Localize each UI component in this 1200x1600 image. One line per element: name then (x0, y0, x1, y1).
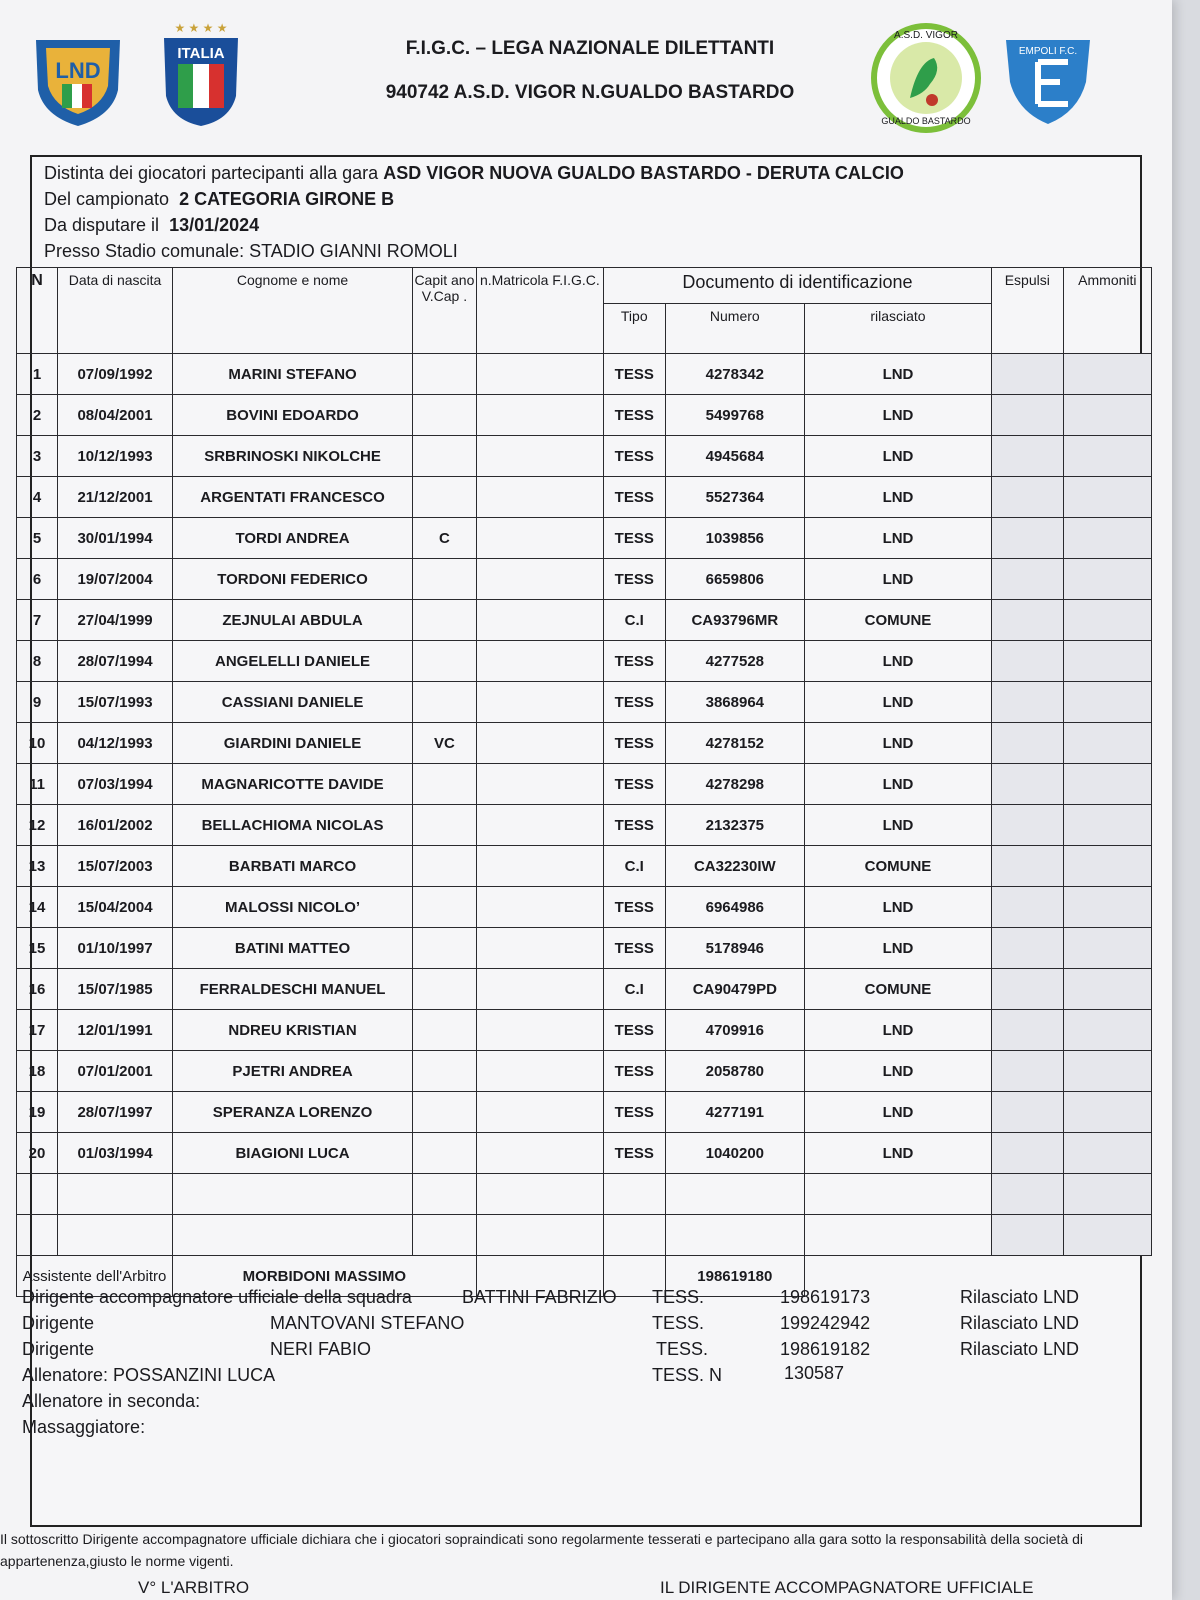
player-captain: VC (413, 723, 477, 764)
player-doc-issuer: LND (805, 764, 992, 805)
player-espulsi (991, 1010, 1063, 1051)
player-name: BELLACHIOMA NICOLAS (172, 805, 412, 846)
player-doc-number: 4709916 (665, 1010, 805, 1051)
player-doc-issuer: LND (805, 1133, 992, 1174)
svg-text:★ ★ ★ ★: ★ ★ ★ ★ (174, 21, 228, 35)
player-matricola (476, 1092, 603, 1133)
player-captain (413, 395, 477, 436)
lnd-logo (32, 34, 124, 135)
player-ammoniti (1063, 641, 1151, 682)
player-captain (413, 1010, 477, 1051)
player-dob: 16/01/2002 (58, 805, 173, 846)
player-doc-number: CA90479PD (665, 969, 805, 1010)
player-matricola (476, 805, 603, 846)
player-espulsi (991, 395, 1063, 436)
player-captain (413, 354, 477, 395)
player-espulsi (991, 846, 1063, 887)
player-number: 20 (17, 1133, 58, 1174)
player-matricola (476, 969, 603, 1010)
dirigente1-ril: Rilasciato LND (960, 1313, 1080, 1333)
dirigente2-tess: TESS. (656, 1339, 709, 1359)
col-nome: Cognome e nome (172, 268, 412, 354)
player-matricola (476, 354, 603, 395)
player-doc-number: 4278298 (665, 764, 805, 805)
player-row (17, 477, 1152, 518)
player-number: 1 (17, 354, 58, 395)
player-captain (413, 805, 477, 846)
player-ammoniti (1063, 436, 1151, 477)
player-doc-number: 1039856 (665, 518, 805, 559)
player-espulsi (991, 518, 1063, 559)
player-row (17, 436, 1152, 477)
player-dob: 21/12/2001 (58, 477, 173, 518)
player-doc-issuer: LND (805, 395, 992, 436)
player-dob: 07/09/1992 (58, 354, 173, 395)
player-dob: 08/04/2001 (58, 395, 173, 436)
player-doc-type: TESS (603, 928, 665, 969)
dirigente-acc-name: BATTINI FABRIZIO (462, 1287, 617, 1307)
player-number: 16 (17, 969, 58, 1010)
player-matricola (476, 846, 603, 887)
player-ammoniti (1063, 846, 1151, 887)
player-doc-issuer: LND (805, 641, 992, 682)
player-row (17, 518, 1152, 559)
player-dob: 19/07/2004 (58, 559, 173, 600)
player-matricola (476, 559, 603, 600)
player-doc-type: TESS (603, 887, 665, 928)
player-name: NDREU KRISTIAN (172, 1010, 412, 1051)
player-doc-type: C.I (603, 600, 665, 641)
player-doc-number: CA93796MR (665, 600, 805, 641)
player-doc-issuer: LND (805, 354, 992, 395)
dirigente-acc-num: 198619173 (780, 1287, 871, 1307)
player-name: CASSIANI DANIELE (172, 682, 412, 723)
player-captain (413, 846, 477, 887)
player-espulsi (991, 559, 1063, 600)
player-espulsi (991, 477, 1063, 518)
player-dob: 10/12/1993 (58, 436, 173, 477)
player-ammoniti (1063, 1051, 1151, 1092)
player-dob: 15/04/2004 (58, 887, 173, 928)
header-line-2: 940742 A.S.D. VIGOR N.GUALDO BASTARDO (385, 82, 795, 103)
player-matricola (476, 395, 603, 436)
player-doc-issuer: LND (805, 1092, 992, 1133)
player-ammoniti (1063, 723, 1151, 764)
players-table (16, 267, 1152, 1297)
player-matricola (476, 600, 603, 641)
player-rows (17, 354, 1152, 1174)
player-row (17, 887, 1152, 928)
player-doc-issuer: LND (805, 518, 992, 559)
player-name: MARINI STEFANO (172, 354, 412, 395)
player-espulsi (991, 805, 1063, 846)
player-name: BARBATI MARCO (172, 846, 412, 887)
player-number: 7 (17, 600, 58, 641)
player-doc-issuer: LND (805, 723, 992, 764)
player-dob: 12/01/1991 (58, 1010, 173, 1051)
player-captain (413, 682, 477, 723)
col-numero: Numero (665, 304, 805, 354)
col-documento: Documento di identificazione (603, 268, 991, 304)
col-rilasciato: rilasciato (805, 304, 992, 354)
empoli-logo (1002, 32, 1094, 133)
player-dob: 07/03/1994 (58, 764, 173, 805)
assistente-name: MORBIDONI MASSIMO (172, 1256, 476, 1297)
player-espulsi (991, 764, 1063, 805)
col-matricola: n.Matricola F.I.G.C. (476, 268, 603, 354)
player-row (17, 1092, 1152, 1133)
player-name: ZEJNULAI ABDULA (172, 600, 412, 641)
declaration-text: Il sottoscritto Dirigente accompagnatore ufficiale dichiara che i giocatori sopraindicati sono regolarmente tesserati e partecipano alla gara sotto la responsabilità della società di appartenenza,giusto le norme vigenti. (0, 1531, 1084, 1569)
player-captain (413, 887, 477, 928)
empty-row (17, 1215, 1152, 1256)
player-row (17, 354, 1152, 395)
player-row (17, 846, 1152, 887)
player-doc-issuer: COMUNE (805, 600, 992, 641)
player-name: TORDONI FEDERICO (172, 559, 412, 600)
allenatore: Allenatore: POSSANZINI LUCA (22, 1365, 276, 1385)
player-row (17, 805, 1152, 846)
player-matricola (476, 928, 603, 969)
player-espulsi (991, 969, 1063, 1010)
player-doc-type: TESS (603, 1092, 665, 1133)
player-row (17, 1051, 1152, 1092)
player-number: 11 (17, 764, 58, 805)
player-doc-type: TESS (603, 764, 665, 805)
player-captain (413, 477, 477, 518)
header-line-1: F.I.G.C. – LEGA NAZIONALE DILETTANTI (405, 38, 775, 59)
dirigente1-tess: TESS. (652, 1313, 705, 1333)
player-number: 17 (17, 1010, 58, 1051)
player-name: SPERANZA LORENZO (172, 1092, 412, 1133)
player-doc-number: 1040200 (665, 1133, 805, 1174)
player-doc-type: TESS (603, 682, 665, 723)
player-row (17, 600, 1152, 641)
player-doc-type: TESS (603, 354, 665, 395)
player-ammoniti (1063, 477, 1151, 518)
player-doc-number: 4277191 (665, 1092, 805, 1133)
dirigente2-name: NERI FABIO (270, 1339, 372, 1359)
col-tipo: Tipo (603, 304, 665, 354)
player-row (17, 1133, 1152, 1174)
player-row (17, 395, 1152, 436)
player-doc-type: TESS (603, 723, 665, 764)
player-espulsi (991, 354, 1063, 395)
gara-line: Distinta dei giocatori partecipanti alla gara ASD VIGOR NUOVA GUALDO BASTARDO - DERUTA CALCIO (44, 163, 904, 183)
player-doc-type: C.I (603, 969, 665, 1010)
player-doc-type: TESS (603, 395, 665, 436)
player-doc-issuer: LND (805, 1051, 992, 1092)
player-doc-issuer: LND (805, 559, 992, 600)
data-gara-line: Da disputare il 13/01/2024 (44, 215, 260, 235)
player-doc-issuer: LND (805, 805, 992, 846)
player-captain (413, 641, 477, 682)
player-dob: 27/04/1999 (58, 600, 173, 641)
player-doc-type: TESS (603, 1133, 665, 1174)
player-matricola (476, 764, 603, 805)
player-ammoniti (1063, 928, 1151, 969)
campionato-line: Del campionato 2 CATEGORIA GIRONE B (44, 189, 395, 209)
player-espulsi (991, 641, 1063, 682)
player-ammoniti (1063, 600, 1151, 641)
svg-text:ITALIA: ITALIA (177, 45, 225, 62)
player-number: 12 (17, 805, 58, 846)
col-ammoniti: Ammoniti (1063, 268, 1151, 354)
player-name: MALOSSI NICOLO’ (172, 887, 412, 928)
player-matricola (476, 436, 603, 477)
svg-text:LND: LND (55, 58, 101, 83)
player-matricola (476, 1010, 603, 1051)
player-ammoniti (1063, 1133, 1151, 1174)
player-espulsi (991, 436, 1063, 477)
player-row (17, 682, 1152, 723)
player-captain (413, 1092, 477, 1133)
player-doc-type: C.I (603, 846, 665, 887)
player-matricola (476, 723, 603, 764)
player-doc-issuer: LND (805, 887, 992, 928)
player-doc-type: TESS (603, 1010, 665, 1051)
allenatore-num: 130587 (784, 1363, 845, 1383)
player-espulsi (991, 1051, 1063, 1092)
player-doc-type: TESS (603, 1051, 665, 1092)
player-ammoniti (1063, 887, 1151, 928)
player-number: 8 (17, 641, 58, 682)
dirigente2-num: 198619182 (780, 1339, 871, 1359)
dirigente-acc-ril: Rilasciato LND (960, 1287, 1080, 1307)
dirigente1-label: Dirigente (22, 1313, 95, 1333)
player-row (17, 928, 1152, 969)
player-dob: 15/07/1993 (58, 682, 173, 723)
player-captain (413, 436, 477, 477)
player-doc-number: 3868964 (665, 682, 805, 723)
player-doc-issuer: COMUNE (805, 969, 992, 1010)
player-matricola (476, 1051, 603, 1092)
player-dob: 07/01/2001 (58, 1051, 173, 1092)
player-captain (413, 559, 477, 600)
dirigente1-name: MANTOVANI STEFANO (270, 1313, 465, 1333)
signature-arbitro: V° L'ARBITRO (138, 1578, 250, 1597)
player-matricola (476, 477, 603, 518)
col-capitano: Capit ano V.Cap . (413, 268, 477, 354)
player-number: 18 (17, 1051, 58, 1092)
col-n: N (17, 268, 58, 354)
player-number: 2 (17, 395, 58, 436)
player-row (17, 1010, 1152, 1051)
italia-logo (160, 20, 242, 133)
player-doc-number: 4945684 (665, 436, 805, 477)
dirigente-acc-label: Dirigente accompagnatore ufficiale della squadra (22, 1287, 412, 1307)
player-ammoniti (1063, 969, 1151, 1010)
player-espulsi (991, 682, 1063, 723)
player-dob: 28/07/1994 (58, 641, 173, 682)
assistente-label: Assistente dell'Arbitro (17, 1256, 173, 1297)
player-dob: 01/10/1997 (58, 928, 173, 969)
player-ammoniti (1063, 559, 1151, 600)
player-captain (413, 600, 477, 641)
player-name: TORDI ANDREA (172, 518, 412, 559)
player-dob: 01/03/1994 (58, 1133, 173, 1174)
player-number: 19 (17, 1092, 58, 1133)
dirigente1-num: 199242942 (780, 1313, 871, 1333)
player-doc-issuer: LND (805, 1010, 992, 1051)
player-doc-number: 2132375 (665, 805, 805, 846)
player-doc-number: 2058780 (665, 1051, 805, 1092)
player-doc-issuer: COMUNE (805, 846, 992, 887)
svg-text:GUALDO BASTARDO: GUALDO BASTARDO (881, 116, 971, 126)
player-doc-type: TESS (603, 559, 665, 600)
player-matricola (476, 887, 603, 928)
player-ammoniti (1063, 764, 1151, 805)
allenatore-seconda: Allenatore in seconda: (22, 1391, 201, 1411)
player-row (17, 641, 1152, 682)
player-name: FERRALDESCHI MANUEL (172, 969, 412, 1010)
player-captain (413, 1133, 477, 1174)
player-espulsi (991, 1092, 1063, 1133)
signature-dirigente: IL DIRIGENTE ACCOMPAGNATORE UFFICIALE (660, 1578, 1034, 1597)
player-name: ARGENTATI FRANCESCO (172, 477, 412, 518)
player-number: 15 (17, 928, 58, 969)
player-doc-type: TESS (603, 641, 665, 682)
player-dob: 28/07/1997 (58, 1092, 173, 1133)
player-row (17, 559, 1152, 600)
player-name: BIAGIONI LUCA (172, 1133, 412, 1174)
player-doc-issuer: LND (805, 928, 992, 969)
player-espulsi (991, 600, 1063, 641)
svg-text:EMPOLI F.C.: EMPOLI F.C. (1018, 46, 1078, 57)
player-espulsi (991, 887, 1063, 928)
roster-form (22, 155, 1142, 1527)
player-captain (413, 1051, 477, 1092)
player-captain (413, 928, 477, 969)
player-name: BOVINI EDOARDO (172, 395, 412, 436)
svg-text:A.S.D. VIGOR: A.S.D. VIGOR (894, 30, 958, 41)
player-dob: 30/01/1994 (58, 518, 173, 559)
stadio-line: Presso Stadio comunale: STADIO GIANNI ROMOLI (44, 241, 458, 261)
player-row (17, 969, 1152, 1010)
player-doc-issuer: LND (805, 436, 992, 477)
player-doc-number: 4277528 (665, 641, 805, 682)
player-dob: 15/07/1985 (58, 969, 173, 1010)
player-name: GIARDINI DANIELE (172, 723, 412, 764)
player-dob: 04/12/1993 (58, 723, 173, 764)
player-doc-number: 5499768 (665, 395, 805, 436)
player-doc-number: 4278152 (665, 723, 805, 764)
player-doc-number: 4278342 (665, 354, 805, 395)
player-name: MAGNARICOTTE DAVIDE (172, 764, 412, 805)
dirigente2-label: Dirigente (22, 1339, 95, 1359)
vigor-logo (870, 22, 982, 139)
player-ammoniti (1063, 1092, 1151, 1133)
player-dob: 15/07/2003 (58, 846, 173, 887)
player-number: 10 (17, 723, 58, 764)
player-doc-issuer: LND (805, 682, 992, 723)
player-name: ANGELELLI DANIELE (172, 641, 412, 682)
player-captain: C (413, 518, 477, 559)
player-doc-number: 5178946 (665, 928, 805, 969)
player-number: 5 (17, 518, 58, 559)
player-doc-number: 5527364 (665, 477, 805, 518)
player-number: 4 (17, 477, 58, 518)
player-doc-type: TESS (603, 477, 665, 518)
player-matricola (476, 641, 603, 682)
allenatore-tess: TESS. N (652, 1365, 723, 1385)
player-number: 6 (17, 559, 58, 600)
player-number: 14 (17, 887, 58, 928)
col-espulsi: Espulsi (991, 268, 1063, 354)
player-name: PJETRI ANDREA (172, 1051, 412, 1092)
player-number: 13 (17, 846, 58, 887)
player-ammoniti (1063, 1010, 1151, 1051)
player-doc-number: 6964986 (665, 887, 805, 928)
player-doc-number: 6659806 (665, 559, 805, 600)
player-doc-type: TESS (603, 805, 665, 846)
player-number: 3 (17, 436, 58, 477)
player-row (17, 723, 1152, 764)
massaggiatore: Massaggiatore: (22, 1417, 146, 1437)
dirigente-acc-tess: TESS. (652, 1287, 705, 1307)
col-data-nascita: Data di nascita (58, 268, 173, 354)
player-espulsi (991, 723, 1063, 764)
player-ammoniti (1063, 354, 1151, 395)
empty-row (17, 1174, 1152, 1215)
player-doc-issuer: LND (805, 477, 992, 518)
player-row (17, 764, 1152, 805)
player-espulsi (991, 928, 1063, 969)
player-name: BATINI MATTEO (172, 928, 412, 969)
player-captain (413, 969, 477, 1010)
player-name: SRBRINOSKI NIKOLCHE (172, 436, 412, 477)
player-doc-type: TESS (603, 436, 665, 477)
player-matricola (476, 682, 603, 723)
player-doc-number: CA32230IW (665, 846, 805, 887)
player-espulsi (991, 1133, 1063, 1174)
player-doc-type: TESS (603, 518, 665, 559)
player-ammoniti (1063, 682, 1151, 723)
dirigente2-ril: Rilasciato LND (960, 1339, 1080, 1359)
assistente-numero: 198619180 (665, 1256, 805, 1297)
player-number: 9 (17, 682, 58, 723)
player-captain (413, 764, 477, 805)
player-matricola (476, 518, 603, 559)
player-ammoniti (1063, 395, 1151, 436)
player-ammoniti (1063, 805, 1151, 846)
player-matricola (476, 1133, 603, 1174)
player-ammoniti (1063, 518, 1151, 559)
